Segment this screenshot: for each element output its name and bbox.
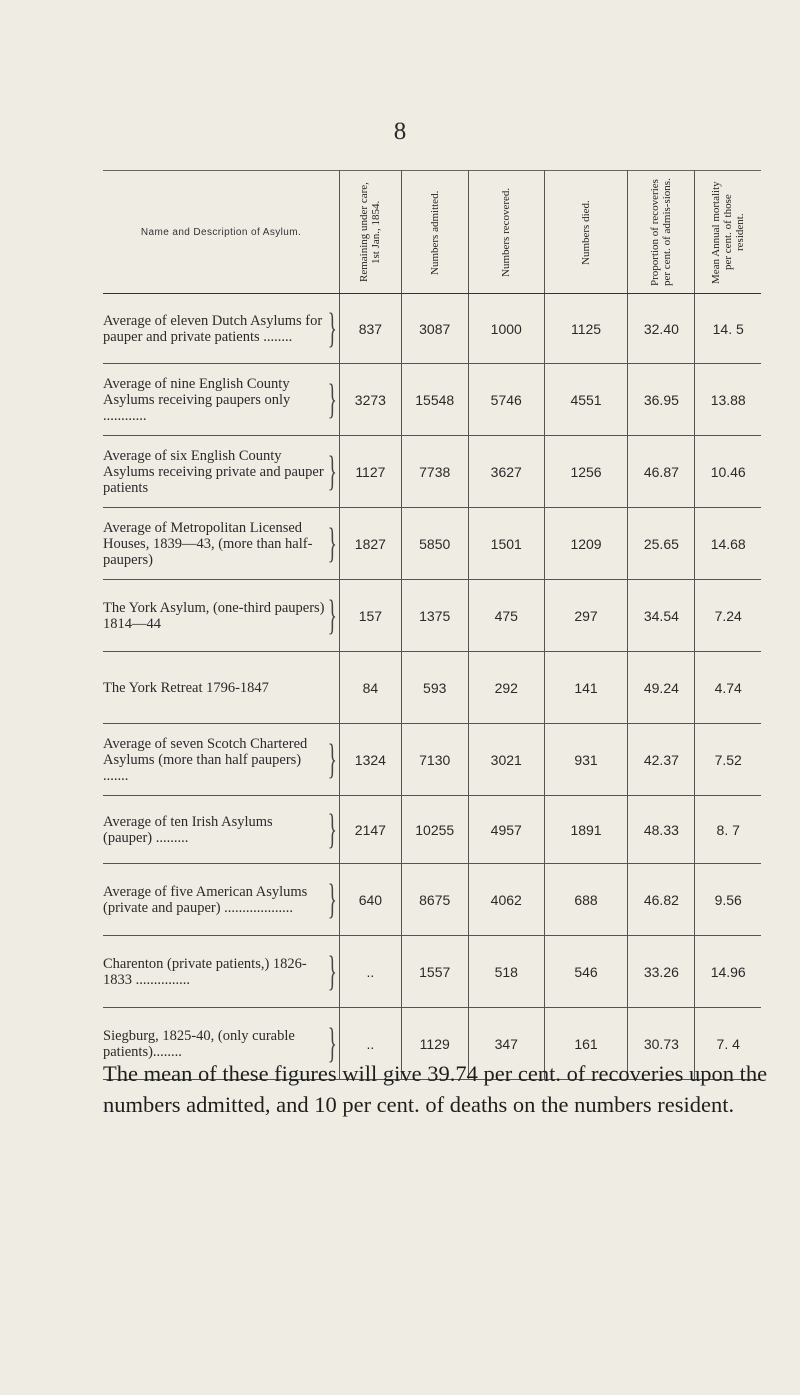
- mortality-cell: 14.96: [710, 963, 746, 980]
- asylum-name: The York Retreat 1796-1847: [103, 679, 269, 696]
- mortality-cell: 10.46: [710, 463, 746, 480]
- table-row: [103, 796, 761, 864]
- remaining-cell: 3273: [340, 364, 402, 436]
- table-row: [103, 864, 761, 936]
- asylum-name-cell: [103, 724, 340, 796]
- asylum-name: Average of six English County Asylums receiving private and pauper patients: [103, 447, 324, 496]
- recovered-cell: 1501: [468, 508, 544, 580]
- proportion-cell: 36.95: [628, 364, 695, 436]
- asylum-name: Average of nine English County Asylums receiving paupers only ............: [103, 375, 291, 424]
- header-row: [103, 171, 761, 294]
- remaining-cell: 157: [340, 580, 402, 652]
- remaining-cell: ..: [340, 1008, 402, 1080]
- brace-icon: }: [327, 592, 337, 639]
- mortality-cell: 7.24: [714, 607, 742, 624]
- died-cell: 1209: [544, 508, 628, 580]
- brace-icon: }: [327, 948, 337, 995]
- table-row: [103, 580, 761, 652]
- mortality-cell: 9.56: [714, 891, 742, 908]
- brace-icon: }: [327, 520, 337, 567]
- mortality-cell: 8. 7: [716, 821, 740, 838]
- admitted-cell: 7130: [401, 724, 468, 796]
- footnote-paragraph: The mean of these figures will give 39.74 per cent. of recoveries upon the numbers admitted, and 10 per cent. of deaths on the numbers resident.: [103, 1061, 768, 1117]
- admitted-cell: 8675: [401, 864, 468, 936]
- died-cell: 1891: [544, 796, 628, 864]
- brace-icon: }: [327, 806, 337, 853]
- proportion-cell: 30.73: [628, 1008, 695, 1080]
- asylum-name: Charenton (private patients,) 1826-1833 ...............: [103, 955, 307, 988]
- header-proportion: Proportion of recoveries per cent. of admis-sions.: [628, 171, 695, 294]
- recovered-cell: 518: [468, 936, 544, 1008]
- asylum-name-cell: [103, 796, 340, 864]
- table-row: [103, 508, 761, 580]
- admitted-cell: 1375: [401, 580, 468, 652]
- header-remaining: Remaining under care, 1st Jan., 1854.: [340, 171, 402, 294]
- recovered-cell: 3627: [468, 436, 544, 508]
- asylum-name-cell: [103, 652, 340, 724]
- proportion-cell: 33.26: [628, 936, 695, 1008]
- recovered-cell: 3021: [468, 724, 544, 796]
- proportion-cell: 49.24: [628, 652, 695, 724]
- admitted-cell: 1129: [401, 1008, 468, 1080]
- mortality-cell: 14. 5: [712, 320, 744, 337]
- proportion-cell: 42.37: [628, 724, 695, 796]
- died-cell: 1125: [544, 294, 628, 364]
- died-cell: 297: [544, 580, 628, 652]
- remaining-cell: 84: [340, 652, 402, 724]
- header-admitted: Numbers admitted.: [401, 171, 468, 294]
- remaining-cell: 1127: [340, 436, 402, 508]
- admitted-cell: 7738: [401, 436, 468, 508]
- admitted-cell: 593: [401, 652, 468, 724]
- mortality-cell: 7. 4: [716, 1035, 740, 1052]
- remaining-cell: ..: [340, 936, 402, 1008]
- remaining-cell: 640: [340, 864, 402, 936]
- remaining-cell: 1827: [340, 508, 402, 580]
- recovered-cell: 5746: [468, 364, 544, 436]
- asylum-name: Average of five American Asylums (private and pauper) ...................: [103, 883, 308, 916]
- asylum-name-cell: [103, 580, 340, 652]
- table-row: [103, 436, 761, 508]
- remaining-cell: 1324: [340, 724, 402, 796]
- brace-icon: }: [327, 448, 337, 495]
- mortality-cell: 4.74: [714, 679, 742, 696]
- recovered-cell: 1000: [468, 294, 544, 364]
- recovered-cell: 347: [468, 1008, 544, 1080]
- asylum-name-cell: [103, 294, 340, 364]
- asylum-name: Average of seven Scotch Chartered Asylums (more than half paupers) .......: [103, 735, 308, 784]
- table-row: [103, 364, 761, 436]
- admitted-cell: 10255: [401, 796, 468, 864]
- recovered-cell: 475: [468, 580, 544, 652]
- recovered-cell: 4062: [468, 864, 544, 936]
- table-row: [103, 724, 761, 796]
- header-mortality: Mean Annual mortality per cent. of those resident.: [695, 171, 761, 294]
- header-recovered: Numbers recovered.: [468, 171, 544, 294]
- brace-icon: }: [327, 1020, 337, 1067]
- brace-icon: }: [327, 376, 337, 423]
- died-cell: 1256: [544, 436, 628, 508]
- asylum-name: Siegburg, 1825-40, (only curable patients)........: [103, 1027, 295, 1060]
- brace-icon: }: [327, 876, 337, 923]
- header-died: Numbers died.: [544, 171, 628, 294]
- asylum-name-cell: [103, 436, 340, 508]
- died-cell: 546: [544, 936, 628, 1008]
- died-cell: 161: [544, 1008, 628, 1080]
- asylum-name-cell: [103, 508, 340, 580]
- asylum-name-cell: [103, 864, 340, 936]
- brace-icon: }: [327, 736, 337, 783]
- asylum-name-cell: [103, 364, 340, 436]
- admitted-cell: 15548: [401, 364, 468, 436]
- asylum-name: Average of eleven Dutch Asylums for pauper and private patients ........: [103, 312, 323, 345]
- admitted-cell: 1557: [401, 936, 468, 1008]
- mortality-cell: 7.52: [714, 751, 742, 768]
- admitted-cell: 3087: [401, 294, 468, 364]
- asylum-name: Average of Metropolitan Licensed Houses, 1839—43, (more than half-paupers): [103, 519, 313, 568]
- died-cell: 688: [544, 864, 628, 936]
- died-cell: 4551: [544, 364, 628, 436]
- brace-icon: }: [327, 305, 337, 352]
- recovered-cell: 4957: [468, 796, 544, 864]
- died-cell: 141: [544, 652, 628, 724]
- proportion-cell: 32.40: [628, 294, 695, 364]
- recovered-cell: 292: [468, 652, 544, 724]
- table-row: [103, 652, 761, 724]
- page-number: 8: [393, 118, 407, 145]
- remaining-cell: 837: [340, 294, 402, 364]
- proportion-cell: 46.82: [628, 864, 695, 936]
- asylum-statistics-table: [103, 170, 761, 1080]
- proportion-cell: 25.65: [628, 508, 695, 580]
- proportion-cell: 46.87: [628, 436, 695, 508]
- asylum-name-cell: [103, 936, 340, 1008]
- admitted-cell: 5850: [401, 508, 468, 580]
- mortality-cell: 13.88: [710, 391, 746, 408]
- table-row: [103, 294, 761, 364]
- table-row: [103, 936, 761, 1008]
- remaining-cell: 2147: [340, 796, 402, 864]
- asylum-name: Average of ten Irish Asylums (pauper) .........: [103, 813, 273, 846]
- header-name: Name and Description of Asylum.: [103, 171, 340, 294]
- proportion-cell: 48.33: [628, 796, 695, 864]
- asylum-name: The York Asylum, (one-third paupers) 1814—44: [103, 599, 325, 632]
- proportion-cell: 34.54: [628, 580, 695, 652]
- mortality-cell: 14.68: [710, 535, 746, 552]
- died-cell: 931: [544, 724, 628, 796]
